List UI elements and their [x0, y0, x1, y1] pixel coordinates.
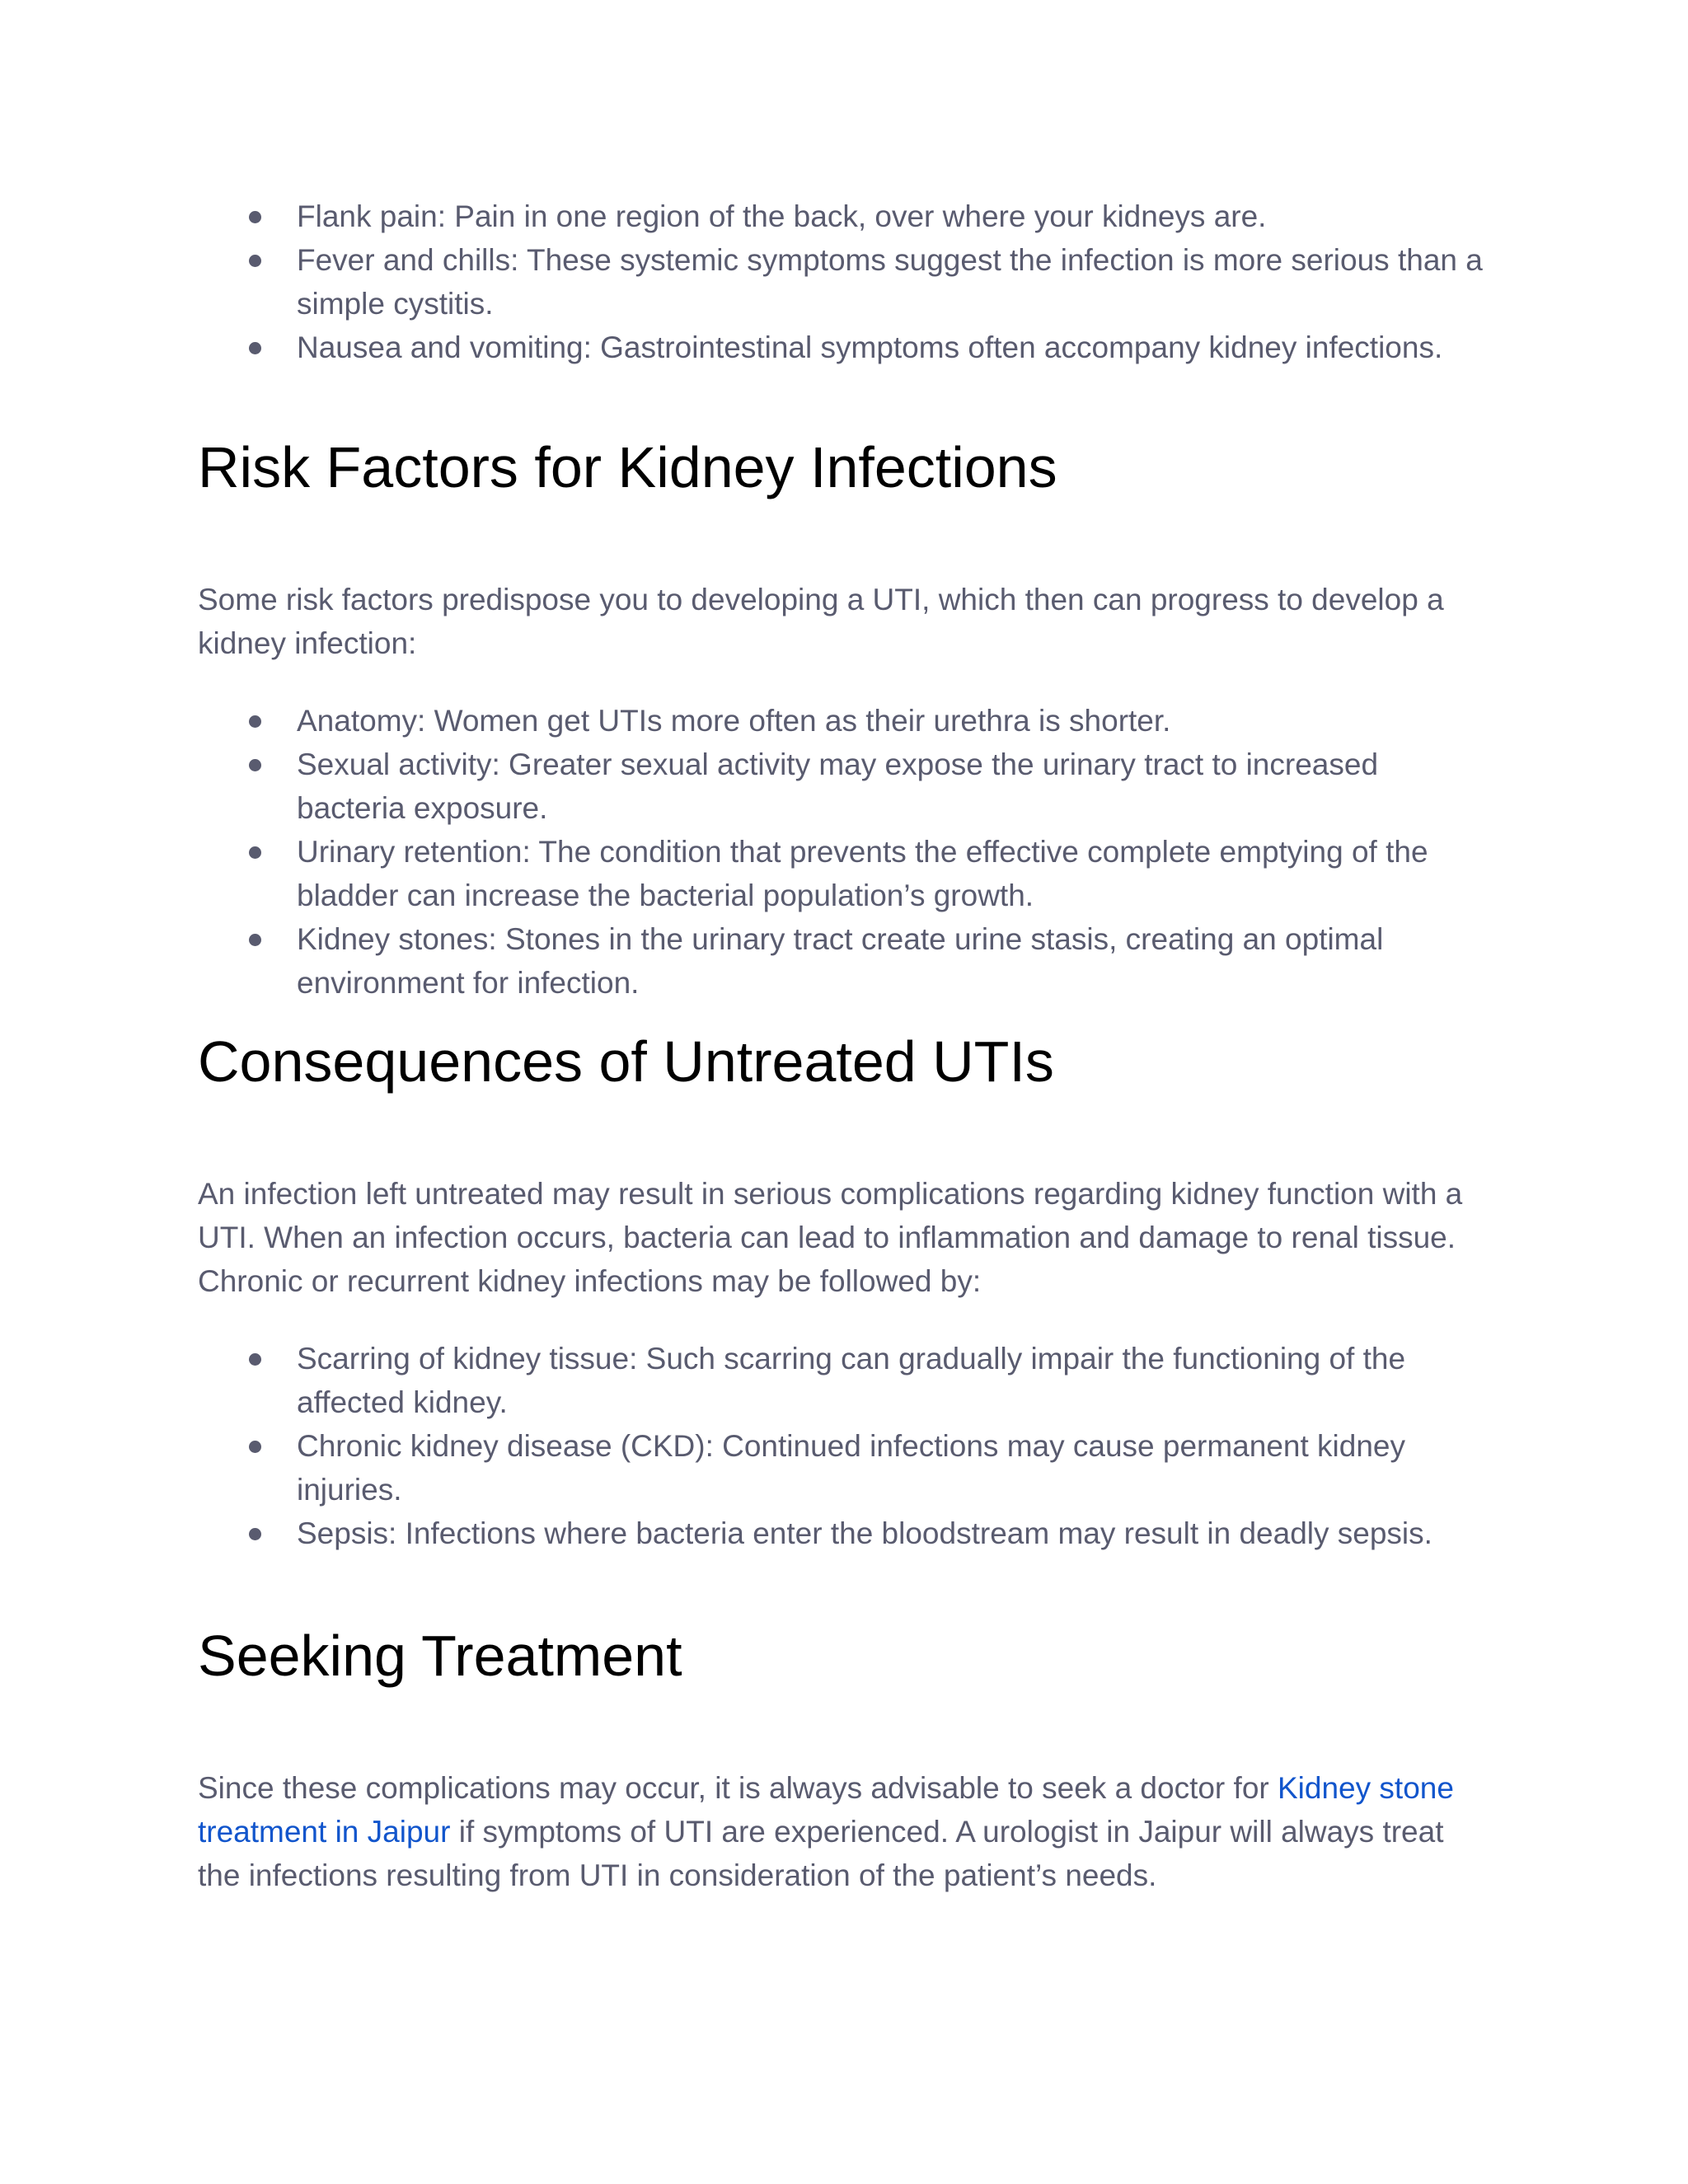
list-item-text: Scarring of kidney tissue: Such scarring can gradually impair the functioning of the affected kidney. — [297, 1342, 1406, 1419]
list-item — [198, 917, 1492, 1005]
treatment-text-after: if symptoms of UTI are experienced. A urologist in Jaipur will always treat the infections resulting from UTI in consideration of the patient’s needs. — [198, 1815, 1444, 1892]
list-item — [198, 194, 1492, 238]
bullet-icon — [249, 934, 261, 946]
list-item-text: Urinary retention: The condition that prevents the effective complete emptying of the bladder can increase the bacterial population’s growth. — [297, 835, 1428, 912]
list-item-text: Anatomy: Women get UTIs more often as their urethra is shorter. — [297, 704, 1171, 738]
list-item-text: Sexual activity: Greater sexual activity may expose the urinary tract to increased bacteria exposure. — [297, 748, 1379, 825]
consequences-intro: An infection left untreated may result in serious complications regarding kidney function with a UTI. When an infection occurs, bacteria can lead to inflammation and damage to renal tissue. Chronic or recurrent kidney infections may be followed by: — [198, 1177, 1463, 1298]
bullet-icon — [249, 1528, 261, 1540]
kidney-stone-treatment-link[interactable]: Kidney stone treatment in Jaipur — [198, 1771, 1454, 1849]
bullet-icon — [249, 759, 261, 771]
list-item-text: Nausea and vomiting: Gastrointestinal symptoms often accompany kidney infections. — [297, 330, 1443, 364]
consequences-list — [198, 1337, 1492, 1555]
list-item-text: Kidney stones: Stones in the urinary tract create urine stasis, creating an optimal environment for infection. — [297, 922, 1384, 1000]
risk-factors-list — [198, 699, 1492, 1005]
risk-factors-heading: Risk Factors for Kidney Infections — [198, 435, 1057, 499]
list-item-text: Chronic kidney disease (CKD): Continued infections may cause permanent kidney injuries. — [297, 1429, 1406, 1507]
bullet-icon — [249, 846, 261, 859]
symptoms-list — [198, 194, 1492, 369]
treatment-text-before: Since these complications may occur, it is always advisable to seek a doctor for — [198, 1771, 1278, 1805]
list-item — [198, 326, 1492, 369]
list-item — [198, 699, 1492, 743]
seeking-treatment-paragraph — [198, 1766, 1492, 1897]
list-item-text: Sepsis: Infections where bacteria enter the bloodstream may result in deadly sepsis. — [297, 1516, 1432, 1550]
list-item-text: Fever and chills: These systemic symptoms suggest the infection is more serious than a simple cystitis. — [297, 243, 1483, 321]
risk-factors-intro: Some risk factors predispose you to developing a UTI, which then can progress to develop a kidney infection: — [198, 583, 1444, 660]
list-item — [198, 743, 1492, 830]
seeking-treatment-heading: Seeking Treatment — [198, 1624, 682, 1688]
consequences-heading: Consequences of Untreated UTIs — [198, 1029, 1054, 1094]
bullet-icon — [249, 211, 261, 223]
list-item — [198, 1337, 1492, 1424]
bullet-icon — [249, 342, 261, 354]
bullet-icon — [249, 1353, 261, 1366]
bullet-icon — [249, 715, 261, 728]
list-item — [198, 1424, 1492, 1511]
bullet-icon — [249, 1441, 261, 1453]
bullet-icon — [249, 255, 261, 267]
list-item — [198, 830, 1492, 917]
list-item-text: Flank pain: Pain in one region of the back, over where your kidneys are. — [297, 199, 1267, 233]
list-item — [198, 238, 1492, 326]
list-item — [198, 1511, 1492, 1555]
